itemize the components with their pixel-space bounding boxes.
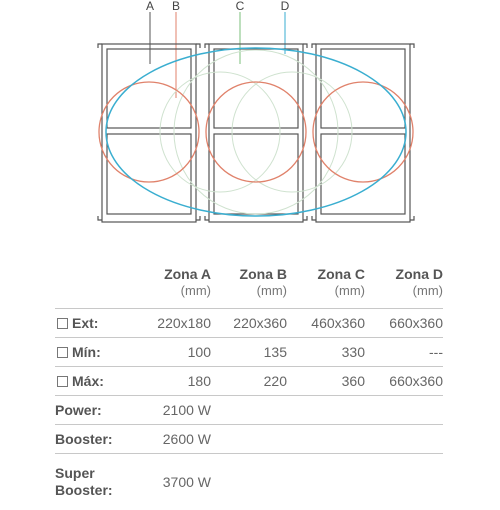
row-label-line1: Super [55,465,147,482]
row-label: Mín: [72,344,101,360]
header-zona-a: Zona A (mm) [147,266,211,309]
cell-value: 660x360 [365,309,443,338]
checkbox-max[interactable] [57,376,68,387]
cell-value: --- [365,338,443,367]
cell-value: 460x360 [287,309,365,338]
cell-value: 2600 W [147,425,211,454]
zone-label-a: A [146,0,154,13]
hob-module-right [312,44,414,222]
checkbox-ext[interactable] [57,318,68,329]
zone-label-d: D [281,0,290,13]
header-empty [55,266,147,309]
table-row-min [55,338,443,367]
cell-value: 135 [211,338,287,367]
cell-value: 220x360 [211,309,287,338]
cell-value: 330 [287,338,365,367]
header-zona-d: Zona D (mm) [365,266,443,309]
cell-value: 220 [211,367,287,396]
table-header-row [55,266,443,309]
cell-value: 660x360 [365,367,443,396]
cell-value: 2100 W [147,396,211,425]
row-label: Ext: [72,315,98,331]
zone-spec-table [55,266,443,510]
cooking-zones-diagram [0,0,500,235]
checkbox-min[interactable] [57,347,68,358]
zone-b-outline [99,82,413,182]
cell-value: 360 [287,367,365,396]
row-label: Booster: [55,425,147,454]
zone-c-outline [160,50,352,214]
table-row-booster [55,425,443,454]
table-row-ext [55,309,443,338]
zone-d-outline [106,48,406,216]
row-label: Power: [55,396,147,425]
cell-value: 180 [147,367,211,396]
table-row-max [55,367,443,396]
header-zona-c: Zona C (mm) [287,266,365,309]
table-row-super-booster [55,454,443,510]
cell-value: 3700 W [147,454,211,510]
row-label: Máx: [72,373,104,389]
cell-value: 100 [147,338,211,367]
hob-module-left [98,44,200,222]
hob-module-center [205,44,307,222]
zone-label-b: B [172,0,180,13]
header-zona-b: Zona B (mm) [211,266,287,309]
cell-value: 220x180 [147,309,211,338]
zone-label-c: C [236,0,245,13]
row-label-line2: Booster: [55,482,147,499]
table-row-power [55,396,443,425]
